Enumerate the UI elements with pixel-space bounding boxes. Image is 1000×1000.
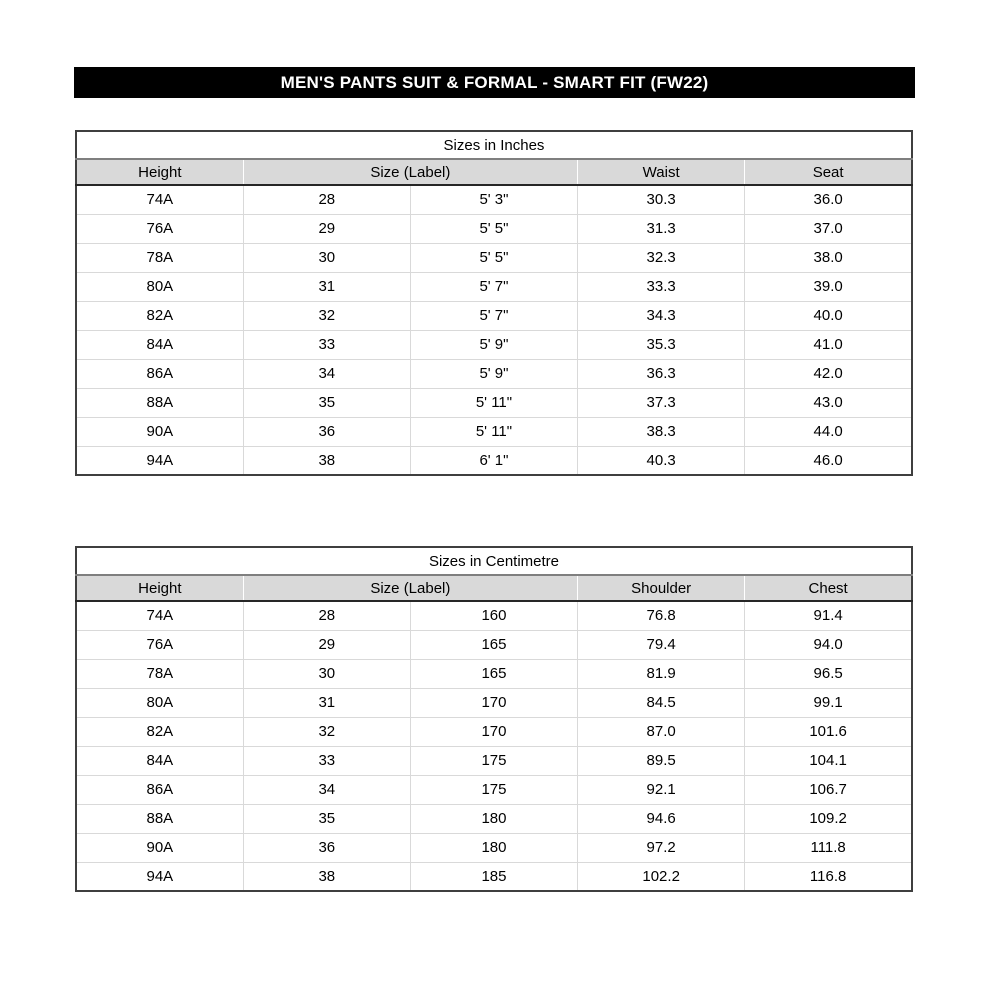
table-row	[76, 388, 912, 417]
table-row	[76, 746, 912, 775]
table-cell: 29	[243, 214, 410, 243]
table-cell: 34.3	[578, 301, 745, 330]
table-cell: 36	[243, 833, 410, 862]
table-cell: 38	[243, 446, 410, 475]
table-cell: 111.8	[745, 833, 912, 862]
table-cell: 104.1	[745, 746, 912, 775]
table-caption: Sizes in Centimetre	[76, 547, 912, 575]
table-cell: 5' 11"	[410, 388, 577, 417]
table-cell: 102.2	[578, 862, 745, 891]
table-row	[76, 359, 912, 388]
table-row	[76, 417, 912, 446]
table-cell: 101.6	[745, 717, 912, 746]
column-header-seat: Seat	[745, 159, 912, 185]
table-row	[76, 688, 912, 717]
table-cell: 32	[243, 301, 410, 330]
table-cell: 90A	[76, 833, 243, 862]
table-body	[76, 601, 912, 891]
table-row	[76, 862, 912, 891]
column-header-size-label: Size (Label)	[243, 159, 577, 185]
table-cell: 5' 7"	[410, 301, 577, 330]
column-header-height: Height	[76, 159, 243, 185]
table-cell: 40.0	[745, 301, 912, 330]
table-cell: 40.3	[578, 446, 745, 475]
table-cell: 32	[243, 717, 410, 746]
table-row	[76, 243, 912, 272]
table-cell: 80A	[76, 688, 243, 717]
table-cell: 35	[243, 388, 410, 417]
table-header-row	[76, 159, 912, 185]
table-cell: 81.9	[578, 659, 745, 688]
table-cell: 5' 5"	[410, 214, 577, 243]
table-row	[76, 301, 912, 330]
table-cell: 79.4	[578, 630, 745, 659]
table-cell: 31	[243, 272, 410, 301]
table-cell: 34	[243, 775, 410, 804]
table-cell: 94A	[76, 862, 243, 891]
table-cell: 185	[410, 862, 577, 891]
table-cell: 35	[243, 804, 410, 833]
table-cell: 76A	[76, 630, 243, 659]
table-cell: 41.0	[745, 330, 912, 359]
table-cell: 88A	[76, 388, 243, 417]
table-cell: 5' 3"	[410, 185, 577, 214]
table-row	[76, 630, 912, 659]
table-cell: 165	[410, 630, 577, 659]
table-cell: 165	[410, 659, 577, 688]
table-cell: 94.0	[745, 630, 912, 659]
table-cell: 80A	[76, 272, 243, 301]
table-row	[76, 659, 912, 688]
table-cell: 29	[243, 630, 410, 659]
table-cell: 36.3	[578, 359, 745, 388]
table-cell: 86A	[76, 359, 243, 388]
table-row	[76, 185, 912, 214]
table-cell: 6' 1"	[410, 446, 577, 475]
table-cell: 36	[243, 417, 410, 446]
table-cell: 34	[243, 359, 410, 388]
table-cell: 35.3	[578, 330, 745, 359]
sizes-in-centimetre-section	[75, 546, 913, 892]
column-header-height: Height	[76, 575, 243, 601]
table-cell: 74A	[146, 191, 174, 209]
table-cell: 91.4	[745, 601, 912, 630]
table-cell: 109.2	[745, 804, 912, 833]
table-cell: 31.3	[578, 214, 745, 243]
table-header-row	[76, 575, 912, 601]
table-cell: 180	[410, 833, 577, 862]
table-cell: 96.5	[745, 659, 912, 688]
table-caption: Sizes in Inches	[76, 131, 912, 159]
table-cell: 94.6	[578, 804, 745, 833]
table-cell: 180	[410, 804, 577, 833]
sizes-in-centimetre-table	[75, 546, 913, 892]
table-cell: 37.0	[745, 214, 912, 243]
table-cell: 5' 5"	[410, 243, 577, 272]
table-cell: 38	[243, 862, 410, 891]
table-cell: 30	[243, 659, 410, 688]
table-cell: 106.7	[745, 775, 912, 804]
table-cell: 43.0	[745, 388, 912, 417]
table-cell: 30.3	[578, 185, 745, 214]
table-cell: 32.3	[578, 243, 745, 272]
column-header-waist: Waist	[578, 159, 745, 185]
table-cell: 78A	[76, 243, 243, 272]
table-cell: 5' 9"	[410, 330, 577, 359]
table-cell: 97.2	[578, 833, 745, 862]
table-cell: 84A	[76, 330, 243, 359]
table-caption-row	[76, 131, 912, 159]
table-cell: 82A	[76, 301, 243, 330]
column-header-chest: Chest	[745, 575, 912, 601]
page-title: MEN'S PANTS SUIT & FORMAL - SMART FIT (FW22)	[74, 67, 915, 98]
table-cell: 170	[410, 688, 577, 717]
table-row	[76, 804, 912, 833]
table-row	[76, 601, 912, 630]
table-cell: 82A	[76, 717, 243, 746]
table-cell: 84A	[76, 746, 243, 775]
table-cell: 160	[410, 601, 577, 630]
table-cell: 5' 11"	[410, 417, 577, 446]
table-row	[76, 330, 912, 359]
table-caption-row	[76, 547, 912, 575]
table-row	[76, 775, 912, 804]
table-cell: 37.3	[578, 388, 745, 417]
table-cell: 99.1	[745, 688, 912, 717]
table-cell: 87.0	[578, 717, 745, 746]
table-body	[76, 185, 912, 475]
table-cell: 5' 9"	[410, 359, 577, 388]
table-row	[76, 446, 912, 475]
table-cell: 39.0	[745, 272, 912, 301]
table-cell: 89.5	[578, 746, 745, 775]
table-cell: 28	[243, 185, 410, 214]
table-cell: 36.0	[745, 185, 912, 214]
table-cell: 5' 7"	[410, 272, 577, 301]
table-cell: 33	[243, 746, 410, 775]
table-cell: 42.0	[745, 359, 912, 388]
table-cell: 76A	[76, 214, 243, 243]
table-cell: 31	[243, 688, 410, 717]
table-cell: 78A	[76, 659, 243, 688]
table-cell: 86A	[76, 775, 243, 804]
table-cell: 170	[410, 717, 577, 746]
table-cell: 33.3	[578, 272, 745, 301]
table-row	[76, 833, 912, 862]
table-cell: 175	[410, 746, 577, 775]
table-cell: 88A	[76, 804, 243, 833]
table-cell: 92.1	[578, 775, 745, 804]
table-cell: 84.5	[578, 688, 745, 717]
table-cell: 33	[243, 330, 410, 359]
table-cell: 76.8	[578, 601, 745, 630]
table-cell: 30	[243, 243, 410, 272]
sizes-in-inches-table	[75, 130, 913, 476]
table-row	[76, 717, 912, 746]
table-cell: 44.0	[745, 417, 912, 446]
table-cell: 38.0	[745, 243, 912, 272]
table-cell: 46.0	[745, 446, 912, 475]
sizes-in-inches-section	[75, 130, 913, 476]
table-cell: 90A	[76, 417, 243, 446]
table-row	[76, 272, 912, 301]
column-header-shoulder: Shoulder	[578, 575, 745, 601]
table-cell: 116.8	[745, 862, 912, 891]
table-cell: 28	[243, 601, 410, 630]
table-cell: 175	[410, 775, 577, 804]
table-cell: 38.3	[578, 417, 745, 446]
column-header-size-label: Size (Label)	[243, 575, 577, 601]
table-row	[76, 214, 912, 243]
table-cell: 94A	[76, 446, 243, 475]
table-cell: 74A	[146, 607, 174, 625]
